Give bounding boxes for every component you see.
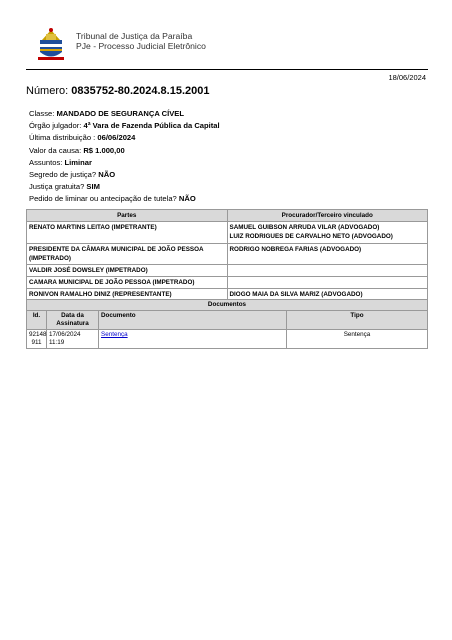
documents-header-row xyxy=(27,311,428,330)
party-name: PRESIDENTE DA CÂMARA MUNICIPAL DE JOÃO PESSOA (IMPETRADO) xyxy=(27,243,228,264)
attorney-cell xyxy=(227,243,428,264)
table-row xyxy=(27,243,428,264)
table-row xyxy=(27,330,428,349)
document-header xyxy=(36,26,426,68)
id-column-header: Id. xyxy=(27,311,47,330)
meta-valor xyxy=(29,145,220,157)
meta-label: Pedido de liminar ou antecipação de tutela? xyxy=(29,194,179,204)
attorney-cell xyxy=(227,222,428,243)
process-number xyxy=(26,85,210,97)
table-row xyxy=(27,222,428,243)
meta-orgao xyxy=(29,120,220,132)
meta-value: SIM xyxy=(86,182,100,192)
meta-value: 4ª Vara de Fazenda Pública da Capital xyxy=(83,121,220,131)
document-id: 92148 911 xyxy=(27,330,47,349)
attorneys-column-header: Procurador/Terceiro vinculado xyxy=(227,210,428,222)
meta-distribuicao xyxy=(29,132,220,144)
documents-table xyxy=(26,299,428,349)
party-name: CAMARA MUNICIPAL DE JOÃO PESSOA (IMPETRADO) xyxy=(27,277,228,289)
process-number-label: Número: xyxy=(26,85,69,97)
meta-label: Segredo de justiça? xyxy=(29,170,99,180)
meta-assuntos xyxy=(29,157,220,169)
document-cell xyxy=(99,330,287,349)
document-type: Sentença xyxy=(287,330,428,349)
print-date: 18/06/2024 xyxy=(388,73,426,82)
type-column-header: Tipo xyxy=(287,311,428,330)
meta-value: Liminar xyxy=(64,157,92,167)
meta-value: NÃO xyxy=(178,194,196,204)
meta-label: Justiça gratuita? xyxy=(29,182,87,192)
meta-gratuita xyxy=(29,181,220,193)
attorney-name: DIOGO MAIA DA SILVA MARIZ (ADVOGADO) xyxy=(229,291,363,299)
parties-header-row xyxy=(27,210,428,222)
party-name: VALDIR JOSÉ DOWSLEY (IMPETRADO) xyxy=(27,265,228,277)
header-divider xyxy=(26,69,428,70)
meta-classe xyxy=(29,108,220,120)
party-name: RENATO MARTINS LEITAO (IMPETRANTE) xyxy=(27,222,228,243)
meta-liminar xyxy=(29,193,220,205)
table-row xyxy=(27,265,428,277)
meta-label: Última distribuição : xyxy=(29,133,98,143)
documents-title-row xyxy=(27,300,428,311)
meta-value: R$ 1.000,00 xyxy=(83,145,125,155)
attorney-cell xyxy=(227,265,428,277)
meta-segredo xyxy=(29,169,220,181)
court-name: Tribunal de Justiça da Paraíba xyxy=(76,31,193,41)
document-date: 17/06/2024 11:19 xyxy=(47,330,99,349)
process-number-value: 0835752-80.2024.8.15.2001 xyxy=(71,85,210,97)
document-link[interactable]: Sentença xyxy=(101,331,128,338)
meta-label: Assuntos: xyxy=(29,157,65,167)
process-metadata xyxy=(29,108,220,206)
parties-table xyxy=(26,209,428,302)
documents-title: Documentos xyxy=(27,300,428,311)
meta-value: NÃO xyxy=(98,170,116,180)
parties-column-header: Partes xyxy=(27,210,228,222)
system-name: PJe - Processo Judicial Eletrônico xyxy=(76,41,206,51)
court-crest-icon xyxy=(36,26,66,62)
party-name: RONIVON RAMALHO DINIZ (REPRESENTANTE) xyxy=(27,289,228,301)
meta-label: Valor da causa: xyxy=(29,145,84,155)
attorney-name: LUIZ RODRIGUES DE CARVALHO NETO (ADVOGADO) xyxy=(229,233,393,241)
meta-label: Classe: xyxy=(29,109,57,118)
meta-value: 06/06/2024 xyxy=(97,133,136,143)
attorney-cell xyxy=(227,277,428,289)
attorney-name: SAMUEL GUIBSON ARRUDA VILAR (ADVOGADO) xyxy=(229,224,380,232)
meta-value: MANDADO DE SEGURANÇA CÍVEL xyxy=(56,109,184,118)
date-column-header: Data da Assinatura xyxy=(47,311,99,330)
table-row xyxy=(27,277,428,289)
meta-label: Órgão julgador: xyxy=(29,121,84,131)
document-column-header: Documento xyxy=(99,311,287,330)
attorney-name: RODRIGO NOBREGA FARIAS (ADVOGADO) xyxy=(229,245,362,253)
